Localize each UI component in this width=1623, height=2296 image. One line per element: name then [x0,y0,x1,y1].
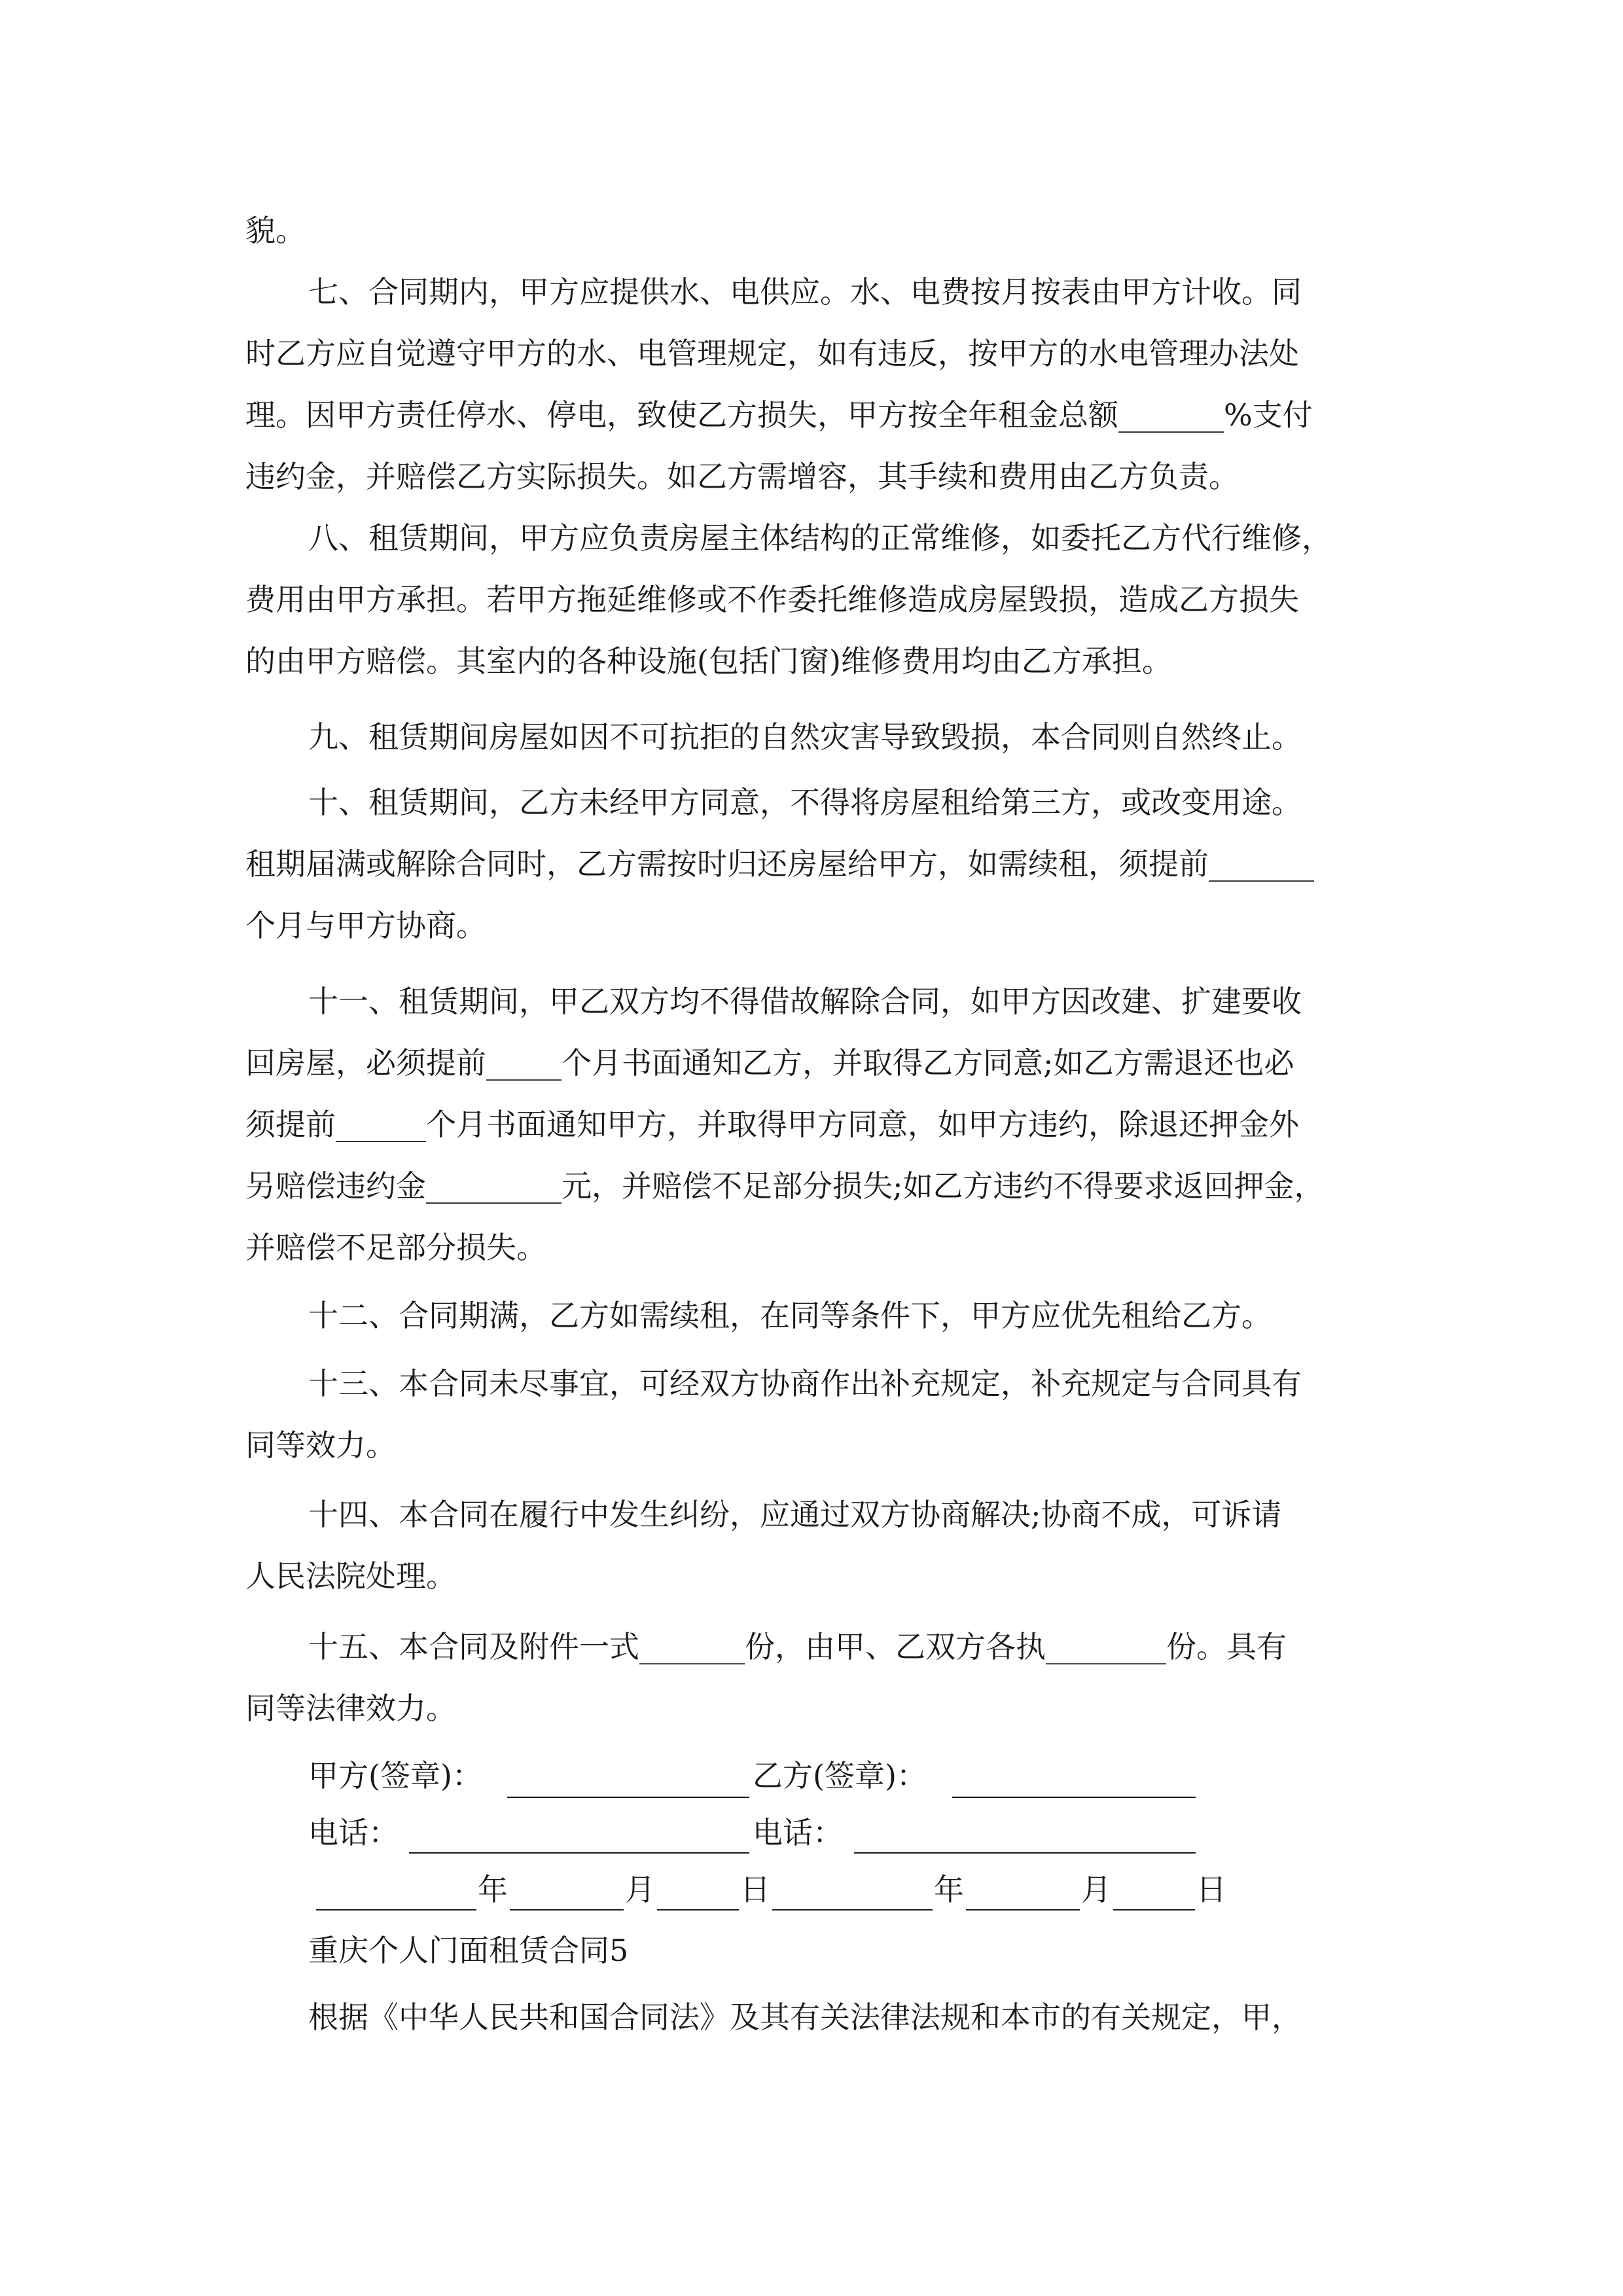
text-line: 另赔偿违约金_________元，并赔偿不足部分损失;如乙方违约不得要求返回押金， [245,1168,1325,1204]
party-b-signature-label: 乙方(签章)： [753,1758,927,1793]
party-b-year-label: 年 [934,1872,964,1907]
party-a-month-label: 月 [625,1872,655,1907]
clause-13-line-1: 十三、本合同未尽事宜，可经双方协商作出补充规定，补充规定与合同具有 [308,1366,1302,1401]
clause-12-line-1: 十二、合同期满，乙方如需续租，在同等条件下，甲方应优先租给乙方。 [308,1298,1272,1333]
party-b-year-blank [772,1909,933,1910]
text-line: 违约金，并赔偿乙方实际损失。如乙方需增容，其手续和费用由乙方负责。 [245,459,1239,494]
clause-9-line-1: 九、租赁期间房屋如因不可抗拒的自然灾害导致毁损，本合同则自然终止。 [308,719,1302,755]
next-contract-title: 重庆个人门面租赁合同5 [308,1933,629,1968]
text-line: 租期届满或解除合同时，乙方需按时归还房屋给甲方，如需续租，须提前_______ [245,846,1314,882]
clause-11-line-1: 十一、租赁期间，甲乙双方均不得借故解除合同，如甲方因改建、扩建要收 [308,984,1302,1019]
text-line: 理。因甲方责任停水、停电，致使乙方损失，甲方按全年租金总额_______%支付 [245,397,1313,433]
party-b-month-blank [966,1909,1080,1910]
party-b-phone-label: 电话： [753,1815,843,1850]
clause-15-line-1: 十五、本合同及附件一式_______份，由甲、乙双方各执________份。具有 [308,1629,1287,1664]
party-a-year-label: 年 [478,1872,508,1907]
party-a-phone-label: 电话： [308,1815,399,1850]
text-line: 须提前______个月书面通知甲方，并取得甲方同意，如甲方违约，除退还押金外 [245,1107,1299,1142]
party-a-year-blank [316,1909,476,1910]
text-line: 回房屋，必须提前_____个月书面通知乙方，并取得乙方同意;如乙方需退还也必 [245,1045,1294,1081]
text-line: 时乙方应自觉遵守甲方的水、电管理规定，如有违反，按甲方的水电管理办法处 [245,336,1299,371]
text-line: 费用由甲方承担。若甲方拖延维修或不作委托维修造成房屋毁损，造成乙方损失 [245,582,1299,617]
text-line: 的由甲方赔偿。其室内的各种设施(包括门窗)维修费用均由乙方承担。 [245,643,1172,679]
text-line: 同等法律效力。 [245,1691,456,1726]
party-a-day-label: 日 [740,1872,770,1907]
text-line: 并赔偿不足部分损失。 [245,1230,546,1265]
text-line: 同等效力。 [245,1427,396,1463]
clause-8-line-1: 八、租赁期间，甲方应负责房屋主体结构的正常维修，如委托乙方代行维修， [308,520,1332,556]
text-line: 个月与甲方协商。 [245,908,486,943]
party-b-phone-blank [854,1852,1196,1854]
party-a-phone-blank [409,1852,749,1854]
party-b-day-label: 日 [1196,1872,1226,1907]
next-contract-first-line: 根据《中华人民共和国合同法》及其有关法律法规和本市的有关规定，甲， [308,2000,1302,2035]
clause-10-line-1: 十、租赁期间，乙方未经甲方同意，不得将房屋租给第三方，或改变用途。 [308,785,1302,820]
clause-14-line-1: 十四、本合同在履行中发生纠纷，应通过双方协商解决;协商不成，可诉请 [308,1497,1282,1532]
party-b-month-label: 月 [1081,1872,1111,1907]
text-line: 人民法院处理。 [245,1558,456,1594]
clause-7-line-1: 七、合同期内，甲方应提供水、电供应。水、电费按月按表由甲方计收。同 [308,274,1302,310]
party-a-signature-label: 甲方(签章)： [308,1758,482,1793]
party-a-month-blank [510,1909,624,1910]
party-b-day-blank [1113,1909,1195,1910]
party-b-signature-blank [952,1797,1196,1798]
text-line: 貌。 [245,213,306,248]
party-a-day-blank [657,1909,739,1910]
party-a-signature-blank [507,1797,749,1798]
